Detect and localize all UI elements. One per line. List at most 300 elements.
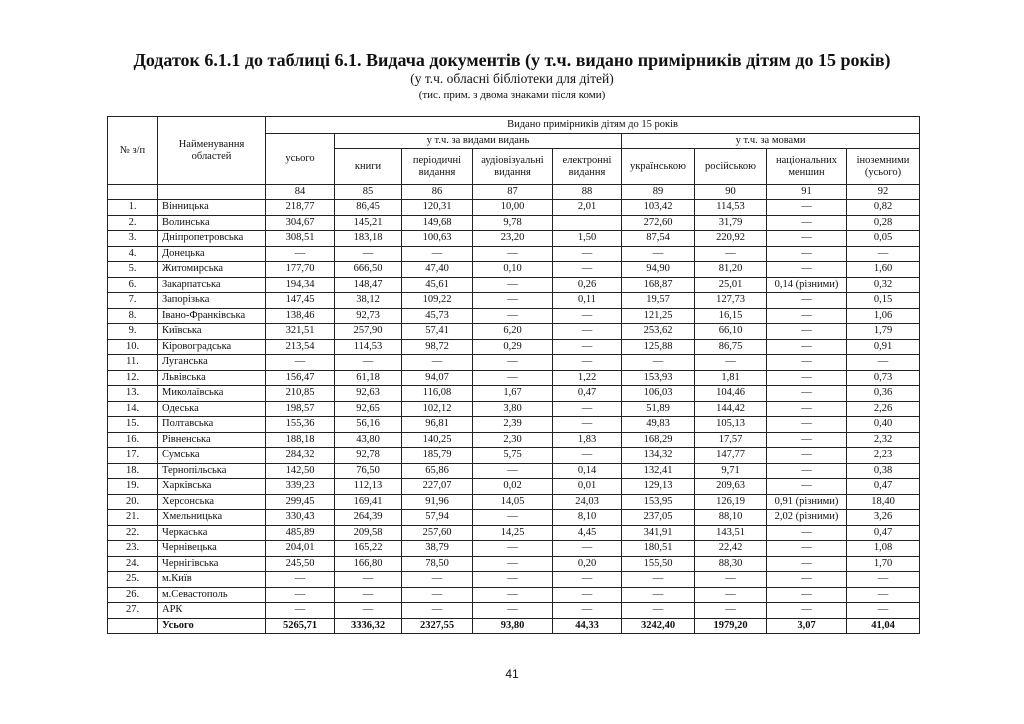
col-header-foreign: іноземними (усього) xyxy=(847,149,920,185)
table-cell: 1,79 xyxy=(847,324,920,340)
table-cell: — xyxy=(767,246,847,262)
table-cell: 4,45 xyxy=(553,525,622,541)
region-name: Чернівецька xyxy=(158,541,266,557)
page-subtitle: (у т.ч. обласні бібліотеки для дітей) xyxy=(410,71,614,86)
total-cell: 5265,71 xyxy=(266,618,335,634)
table-cell: 125,88 xyxy=(622,339,695,355)
table-cell: 183,18 xyxy=(335,231,402,247)
table-cell: — xyxy=(767,448,847,464)
region-name: Сумська xyxy=(158,448,266,464)
table-row xyxy=(108,386,920,402)
column-number: 90 xyxy=(695,185,767,200)
table-cell: — xyxy=(402,603,473,619)
table-cell: — xyxy=(695,355,767,371)
table-cell: 299,45 xyxy=(266,494,335,510)
table-cell: 2,30 xyxy=(473,432,553,448)
col-header-periodicals: періодичні видання xyxy=(402,149,473,185)
table-cell: 126,19 xyxy=(695,494,767,510)
region-name: Львівська xyxy=(158,370,266,386)
table-cell: — xyxy=(335,603,402,619)
table-cell: 57,41 xyxy=(402,324,473,340)
table-cell: — xyxy=(767,339,847,355)
column-number-row xyxy=(108,185,920,200)
col-header-by-type: у т.ч. за видами видань xyxy=(335,134,622,149)
row-number: 12. xyxy=(108,370,158,386)
table-cell: 194,34 xyxy=(266,277,335,293)
table-cell: — xyxy=(767,525,847,541)
table-cell: 0,73 xyxy=(847,370,920,386)
table-row xyxy=(108,432,920,448)
table-cell: — xyxy=(473,370,553,386)
table-cell: 105,13 xyxy=(695,417,767,433)
table-cell: — xyxy=(767,262,847,278)
total-cell: 44,33 xyxy=(553,618,622,634)
table-cell: 341,91 xyxy=(622,525,695,541)
table-cell: — xyxy=(767,556,847,572)
table-cell: 220,92 xyxy=(695,231,767,247)
column-number: 91 xyxy=(767,185,847,200)
row-number: 4. xyxy=(108,246,158,262)
table-cell: 272,60 xyxy=(622,215,695,231)
table-cell: — xyxy=(767,231,847,247)
table-cell: 0,29 xyxy=(473,339,553,355)
column-number: 92 xyxy=(847,185,920,200)
row-number: 10. xyxy=(108,339,158,355)
total-cell: 3242,40 xyxy=(622,618,695,634)
region-name: Донецька xyxy=(158,246,266,262)
table-cell: 127,73 xyxy=(695,293,767,309)
table-cell: — xyxy=(473,463,553,479)
table-cell: — xyxy=(553,417,622,433)
column-number: 89 xyxy=(622,185,695,200)
table-cell: 51,89 xyxy=(622,401,695,417)
table-cell: 14,25 xyxy=(473,525,553,541)
region-name: Херсонська xyxy=(158,494,266,510)
table-cell: 88,30 xyxy=(695,556,767,572)
table-cell: 61,18 xyxy=(335,370,402,386)
table-cell: — xyxy=(402,572,473,588)
region-name: Полтавська xyxy=(158,417,266,433)
table-cell: 88,10 xyxy=(695,510,767,526)
table-cell: — xyxy=(473,603,553,619)
region-name: Закарпатська xyxy=(158,277,266,293)
table-cell: — xyxy=(335,246,402,262)
table-row xyxy=(108,587,920,603)
region-name: Хмельницька xyxy=(158,510,266,526)
table-row xyxy=(108,246,920,262)
table-cell: 2,39 xyxy=(473,417,553,433)
table-cell: — xyxy=(473,556,553,572)
table-cell: 0,32 xyxy=(847,277,920,293)
table-row xyxy=(108,479,920,495)
table-cell: 109,22 xyxy=(402,293,473,309)
table-cell: — xyxy=(767,479,847,495)
table-cell: — xyxy=(695,603,767,619)
table-cell: — xyxy=(553,246,622,262)
table-cell: 43,80 xyxy=(335,432,402,448)
table-cell: — xyxy=(335,572,402,588)
total-cell: 3336,32 xyxy=(335,618,402,634)
region-name: Вінницька xyxy=(158,200,266,216)
table-cell: — xyxy=(622,587,695,603)
table-cell: 8,10 xyxy=(553,510,622,526)
table-cell: 148,47 xyxy=(335,277,402,293)
region-name: Дніпропетровська xyxy=(158,231,266,247)
table-cell: — xyxy=(553,448,622,464)
table-row xyxy=(108,324,920,340)
table-cell: 91,96 xyxy=(402,494,473,510)
table-row xyxy=(108,215,920,231)
table-cell: 185,79 xyxy=(402,448,473,464)
table-cell: 0,10 xyxy=(473,262,553,278)
table-cell: 1,60 xyxy=(847,262,920,278)
region-name: Одеська xyxy=(158,401,266,417)
table-cell: 264,39 xyxy=(335,510,402,526)
table-cell: 308,51 xyxy=(266,231,335,247)
table-cell: — xyxy=(402,246,473,262)
table-cell: 49,83 xyxy=(622,417,695,433)
table-cell: — xyxy=(767,417,847,433)
table-cell: 143,51 xyxy=(695,525,767,541)
table-cell: 102,12 xyxy=(402,401,473,417)
data-table xyxy=(107,116,920,634)
table-cell: 304,67 xyxy=(266,215,335,231)
table-cell: — xyxy=(402,355,473,371)
table-cell: — xyxy=(622,572,695,588)
table-cell: 24,03 xyxy=(553,494,622,510)
table-cell: 339,23 xyxy=(266,479,335,495)
table-cell: 321,51 xyxy=(266,324,335,340)
table-cell: 76,50 xyxy=(335,463,402,479)
table-cell: 188,18 xyxy=(266,432,335,448)
table-cell: 100,63 xyxy=(402,231,473,247)
column-number: 84 xyxy=(266,185,335,200)
table-cell: — xyxy=(266,587,335,603)
table-cell: 106,03 xyxy=(622,386,695,402)
table-cell: — xyxy=(622,355,695,371)
region-name: АРК xyxy=(158,603,266,619)
table-cell: — xyxy=(695,246,767,262)
column-number: 86 xyxy=(402,185,473,200)
table-cell: 227,07 xyxy=(402,479,473,495)
table-cell: 156,47 xyxy=(266,370,335,386)
page-title: Додаток 6.1.1 до таблиці 6.1. Видача документів (у т.ч. видано примірників дітям до 15 років) xyxy=(133,50,891,70)
table-cell: 65,86 xyxy=(402,463,473,479)
table-cell: — xyxy=(767,324,847,340)
table-cell: 144,42 xyxy=(695,401,767,417)
table-cell: 0,14 xyxy=(553,463,622,479)
col-header-issued-children: Видано примірників дітям до 15 років xyxy=(266,117,920,134)
col-header-no: № з/п xyxy=(108,117,158,185)
table-cell: 168,87 xyxy=(622,277,695,293)
table-cell: 142,50 xyxy=(266,463,335,479)
table-cell: 0,38 xyxy=(847,463,920,479)
table-cell: 140,25 xyxy=(402,432,473,448)
row-number: 6. xyxy=(108,277,158,293)
table-cell: 19,57 xyxy=(622,293,695,309)
table-cell: 120,31 xyxy=(402,200,473,216)
row-number: 14. xyxy=(108,401,158,417)
table-cell: — xyxy=(553,355,622,371)
row-number: 22. xyxy=(108,525,158,541)
col-header-by-language: у т.ч. за мовами xyxy=(622,134,920,149)
table-row xyxy=(108,603,920,619)
table-cell: 0,05 xyxy=(847,231,920,247)
table-cell: — xyxy=(473,246,553,262)
table-cell: 22,42 xyxy=(695,541,767,557)
region-name: Рівненська xyxy=(158,432,266,448)
table-cell: 94,90 xyxy=(622,262,695,278)
table-cell: 1,81 xyxy=(695,370,767,386)
table-cell: — xyxy=(553,572,622,588)
table-cell: 45,73 xyxy=(402,308,473,324)
table-row xyxy=(108,231,920,247)
row-number: 23. xyxy=(108,541,158,557)
table-cell: 149,68 xyxy=(402,215,473,231)
table-cell: 0,26 xyxy=(553,277,622,293)
table-cell: 121,25 xyxy=(622,308,695,324)
table-row xyxy=(108,355,920,371)
col-header-books: книги xyxy=(335,149,402,185)
table-cell: — xyxy=(695,587,767,603)
total-cell: 3,07 xyxy=(767,618,847,634)
table-cell: 25,01 xyxy=(695,277,767,293)
table-cell: 138,46 xyxy=(266,308,335,324)
row-number: 19. xyxy=(108,479,158,495)
table-cell: 0,15 xyxy=(847,293,920,309)
table-cell: — xyxy=(266,246,335,262)
table-cell: 0,82 xyxy=(847,200,920,216)
row-number: 7. xyxy=(108,293,158,309)
table-cell: 209,58 xyxy=(335,525,402,541)
table-row xyxy=(108,494,920,510)
table-cell: 245,50 xyxy=(266,556,335,572)
table-cell: 38,12 xyxy=(335,293,402,309)
table-cell: 257,60 xyxy=(402,525,473,541)
table-cell: 0,47 xyxy=(847,479,920,495)
table-cell: — xyxy=(473,277,553,293)
table-cell: — xyxy=(335,587,402,603)
region-name: Чернігівська xyxy=(158,556,266,572)
table-cell: 177,70 xyxy=(266,262,335,278)
region-name: Тернопільська xyxy=(158,463,266,479)
table-cell: — xyxy=(473,587,553,603)
table-cell: 155,50 xyxy=(622,556,695,572)
table-cell: — xyxy=(473,308,553,324)
table-cell: 0,14 (різними) xyxy=(767,277,847,293)
region-name: Луганська xyxy=(158,355,266,371)
table-cell: — xyxy=(767,293,847,309)
table-cell: — xyxy=(847,587,920,603)
table-cell: — xyxy=(847,355,920,371)
row-number: 25. xyxy=(108,572,158,588)
table-cell: 218,77 xyxy=(266,200,335,216)
table-cell: 1,67 xyxy=(473,386,553,402)
table-cell: — xyxy=(553,401,622,417)
table-cell: 209,63 xyxy=(695,479,767,495)
table-cell: 116,08 xyxy=(402,386,473,402)
table-cell: 104,46 xyxy=(695,386,767,402)
table-cell: — xyxy=(767,572,847,588)
table-cell: — xyxy=(767,432,847,448)
table-cell: 1,83 xyxy=(553,432,622,448)
table-cell: 86,45 xyxy=(335,200,402,216)
table-cell: 10,00 xyxy=(473,200,553,216)
table-cell: 0,11 xyxy=(553,293,622,309)
table-cell: 330,43 xyxy=(266,510,335,526)
table-cell: 112,13 xyxy=(335,479,402,495)
table-body xyxy=(108,200,920,634)
table-cell: 92,63 xyxy=(335,386,402,402)
table-cell: — xyxy=(473,541,553,557)
table-cell: 1,06 xyxy=(847,308,920,324)
table-row xyxy=(108,448,920,464)
table-cell: 92,73 xyxy=(335,308,402,324)
table-cell: 0,01 xyxy=(553,479,622,495)
table-cell: — xyxy=(767,463,847,479)
table-cell: — xyxy=(847,246,920,262)
table-cell: 198,57 xyxy=(266,401,335,417)
table-cell: — xyxy=(622,603,695,619)
table-cell: 1,22 xyxy=(553,370,622,386)
table-cell: — xyxy=(553,308,622,324)
table-cell: 284,32 xyxy=(266,448,335,464)
table-cell: — xyxy=(266,572,335,588)
row-number: 5. xyxy=(108,262,158,278)
table-cell: 16,15 xyxy=(695,308,767,324)
table-cell: 168,29 xyxy=(622,432,695,448)
row-number: 17. xyxy=(108,448,158,464)
table-cell: 87,54 xyxy=(622,231,695,247)
table-cell: 78,50 xyxy=(402,556,473,572)
table-cell: 153,95 xyxy=(622,494,695,510)
table-cell: 38,79 xyxy=(402,541,473,557)
row-number: 1. xyxy=(108,200,158,216)
table-cell: 3,80 xyxy=(473,401,553,417)
table-row xyxy=(108,401,920,417)
row-number: 8. xyxy=(108,308,158,324)
table-cell xyxy=(553,215,622,231)
table-cell: 92,65 xyxy=(335,401,402,417)
col-header-audiovisual: аудіовізуальні видання xyxy=(473,149,553,185)
row-number: 21. xyxy=(108,510,158,526)
table-cell: — xyxy=(767,386,847,402)
table-cell: 81,20 xyxy=(695,262,767,278)
region-name: Запорізька xyxy=(158,293,266,309)
table-cell: — xyxy=(553,603,622,619)
region-name: м.Київ xyxy=(158,572,266,588)
table-cell: 18,40 xyxy=(847,494,920,510)
table-cell: — xyxy=(847,572,920,588)
table-cell: 94,07 xyxy=(402,370,473,386)
table-cell: 0,40 xyxy=(847,417,920,433)
total-cell: 93,80 xyxy=(473,618,553,634)
table-cell: 92,78 xyxy=(335,448,402,464)
table-cell: — xyxy=(767,200,847,216)
table-cell: — xyxy=(767,541,847,557)
table-row xyxy=(108,370,920,386)
table-cell: — xyxy=(767,401,847,417)
table-cell: 132,41 xyxy=(622,463,695,479)
region-name: м.Севастополь xyxy=(158,587,266,603)
table-cell: 57,94 xyxy=(402,510,473,526)
table-row xyxy=(108,510,920,526)
table-cell: 0,28 xyxy=(847,215,920,231)
table-cell: 9,78 xyxy=(473,215,553,231)
col-header-russian: російською xyxy=(695,149,767,185)
table-cell: 103,42 xyxy=(622,200,695,216)
table-cell: 155,36 xyxy=(266,417,335,433)
table-cell: — xyxy=(473,572,553,588)
table-cell: 0,47 xyxy=(553,386,622,402)
table-cell: — xyxy=(473,293,553,309)
table-cell: 204,01 xyxy=(266,541,335,557)
table-cell: — xyxy=(335,355,402,371)
table-cell: 6,20 xyxy=(473,324,553,340)
table-cell: — xyxy=(767,215,847,231)
table-cell: — xyxy=(847,603,920,619)
table-cell: 165,22 xyxy=(335,541,402,557)
table-row xyxy=(108,417,920,433)
table-cell: 129,13 xyxy=(622,479,695,495)
table-cell: 0,02 xyxy=(473,479,553,495)
table-cell: 153,93 xyxy=(622,370,695,386)
table-cell: 2,01 xyxy=(553,200,622,216)
col-header-region: Найменування областей xyxy=(158,117,266,185)
table-cell: — xyxy=(767,355,847,371)
total-cell: 1979,20 xyxy=(695,618,767,634)
table-cell: 2,26 xyxy=(847,401,920,417)
table-cell: — xyxy=(266,603,335,619)
table-cell: 145,21 xyxy=(335,215,402,231)
row-number: 18. xyxy=(108,463,158,479)
table-cell: 2,23 xyxy=(847,448,920,464)
region-name: Київська xyxy=(158,324,266,340)
table-cell: 47,40 xyxy=(402,262,473,278)
table-cell: 14,05 xyxy=(473,494,553,510)
region-name: Волинська xyxy=(158,215,266,231)
table-cell: — xyxy=(553,541,622,557)
table-cell: 147,45 xyxy=(266,293,335,309)
table-cell: 0,91 xyxy=(847,339,920,355)
table-row xyxy=(108,339,920,355)
region-name: Кіровоградська xyxy=(158,339,266,355)
table-cell: 45,61 xyxy=(402,277,473,293)
table-cell: 666,50 xyxy=(335,262,402,278)
table-row xyxy=(108,308,920,324)
region-name: Черкаська xyxy=(158,525,266,541)
table-cell: 134,32 xyxy=(622,448,695,464)
row-number: 16. xyxy=(108,432,158,448)
row-number: 2. xyxy=(108,215,158,231)
table-cell: 0,47 xyxy=(847,525,920,541)
total-row xyxy=(108,618,920,634)
table-cell: 485,89 xyxy=(266,525,335,541)
row-number: 15. xyxy=(108,417,158,433)
table-cell: 253,62 xyxy=(622,324,695,340)
table-cell: 2,32 xyxy=(847,432,920,448)
table-cell: 0,36 xyxy=(847,386,920,402)
table-cell: — xyxy=(553,262,622,278)
table-cell: 17,57 xyxy=(695,432,767,448)
region-name: Миколаївська xyxy=(158,386,266,402)
row-number: 26. xyxy=(108,587,158,603)
col-header-ukrainian: українською xyxy=(622,149,695,185)
table-cell: — xyxy=(553,324,622,340)
table-cell: — xyxy=(767,308,847,324)
table-row xyxy=(108,525,920,541)
table-cell: 1,70 xyxy=(847,556,920,572)
